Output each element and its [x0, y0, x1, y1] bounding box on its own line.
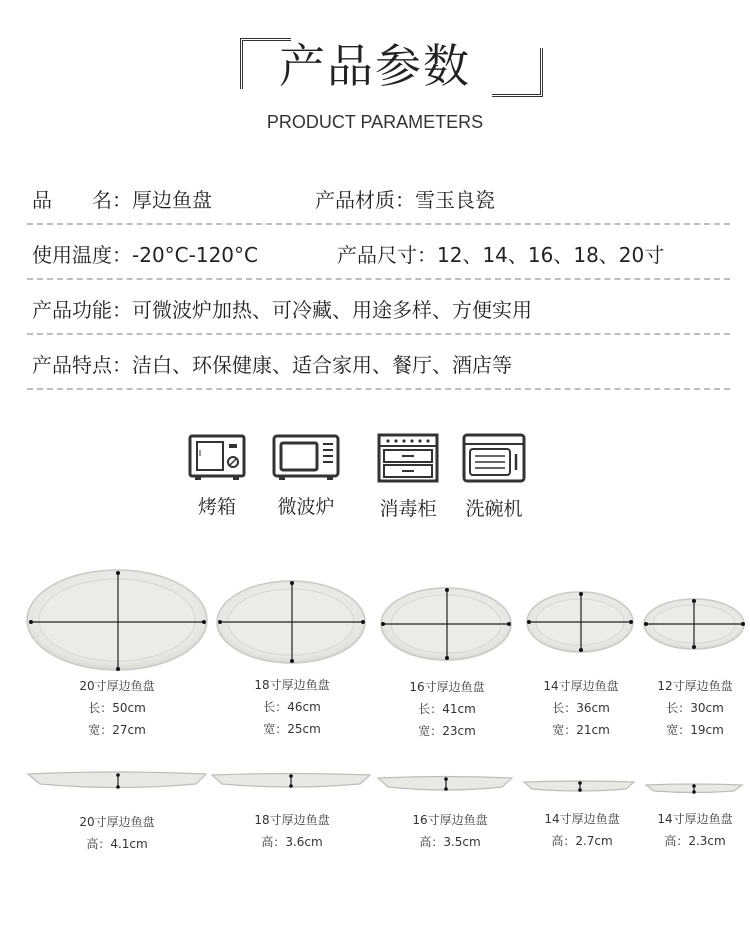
plate-caption — [630, 808, 750, 852]
plate-caption — [227, 809, 357, 853]
page-subtitle: PRODUCT PARAMETERS — [266, 112, 484, 132]
appliance-label: 烤箱 — [197, 496, 236, 518]
appliance-label: 微波炉 — [277, 496, 335, 518]
param-name: 品 名：厚边鱼盘 — [32, 188, 212, 212]
plate-caption — [52, 811, 182, 855]
plate-top-18 — [217, 581, 365, 663]
plate-height: 高：2.3cm — [664, 834, 726, 848]
appliance-oven — [182, 432, 252, 519]
plate-caption — [516, 675, 646, 741]
plate-name: 18寸厚边鱼盘 — [254, 678, 330, 692]
plate-name: 12寸厚边鱼盘 — [657, 679, 733, 693]
plate-name: 14寸厚边鱼盘 — [657, 812, 733, 826]
plate-name: 16寸厚边鱼盘 — [409, 680, 485, 694]
plate-length: 长：30cm — [666, 701, 724, 715]
oven-icon — [185, 432, 249, 482]
param-material: 产品材质：雪玉良瓷 — [315, 188, 495, 212]
param-function: 产品功能：可微波炉加热、可冷藏、用途多样、方便实用 — [32, 298, 532, 322]
appliance-label: 洗碗机 — [465, 498, 523, 520]
parameter-row — [27, 335, 730, 390]
appliance-microwave — [271, 432, 341, 519]
plate-width: 宽：21cm — [552, 723, 610, 737]
plate-height: 高：2.7cm — [551, 834, 613, 848]
parameter-row — [27, 225, 730, 280]
plate-width: 宽：25cm — [263, 722, 321, 736]
plate-height: 高：4.1cm — [86, 837, 148, 851]
microwave-icon — [271, 432, 341, 482]
plate-caption — [227, 674, 357, 740]
plate-height: 高：3.5cm — [419, 835, 481, 849]
plate-name: 14寸厚边鱼盘 — [544, 812, 620, 826]
parameter-table — [27, 170, 730, 390]
plate-side-12 — [646, 784, 742, 794]
plate-name: 18寸厚边鱼盘 — [254, 813, 330, 827]
sterilizer-cabinet-icon — [376, 432, 440, 484]
plate-caption — [382, 676, 512, 742]
plate-side-16 — [378, 777, 512, 791]
plate-side-18 — [212, 774, 370, 788]
plate-height: 高：3.6cm — [261, 835, 323, 849]
plate-caption — [385, 809, 515, 853]
appliance-label: 消毒柜 — [379, 498, 437, 520]
param-temperature: 使用温度：-20°C-120°C — [32, 243, 258, 267]
plate-width: 宽：19cm — [666, 723, 724, 737]
parameter-row — [27, 170, 730, 225]
dishwasher-icon — [461, 432, 527, 484]
plate-name: 20寸厚边鱼盘 — [79, 679, 155, 693]
plate-width: 宽：27cm — [88, 723, 146, 737]
plate-name: 14寸厚边鱼盘 — [543, 679, 619, 693]
plate-top-12 — [644, 599, 745, 649]
plate-caption — [52, 675, 182, 741]
plate-length: 长：41cm — [418, 702, 476, 716]
param-feature: 产品特点：洁白、环保健康、适合家用、餐厅、酒店等 — [32, 353, 512, 377]
plate-width: 宽：23cm — [418, 724, 476, 738]
appliance-sterilizer — [373, 432, 443, 521]
plate-length: 长：46cm — [263, 700, 321, 714]
plate-length: 长：50cm — [88, 701, 146, 715]
plate-top-16 — [381, 588, 511, 660]
plate-length: 长：36cm — [552, 701, 610, 715]
appliance-icons — [0, 432, 750, 527]
plate-caption — [630, 675, 750, 741]
plate-name: 16寸厚边鱼盘 — [412, 813, 488, 827]
plate-caption — [517, 808, 647, 852]
plate-name: 20寸厚边鱼盘 — [79, 815, 155, 829]
parameter-row — [27, 280, 730, 335]
header — [0, 0, 750, 150]
plate-top-20 — [27, 570, 207, 671]
plate-size-illustrations — [0, 540, 750, 932]
plate-side-14 — [524, 781, 634, 792]
param-size: 产品尺寸：12、14、16、18、20寸 — [337, 243, 665, 267]
page-title: 产品参数 — [279, 39, 471, 93]
plate-side-20 — [28, 772, 206, 789]
plate-top-14 — [527, 592, 633, 652]
appliance-dishwasher — [459, 432, 529, 521]
